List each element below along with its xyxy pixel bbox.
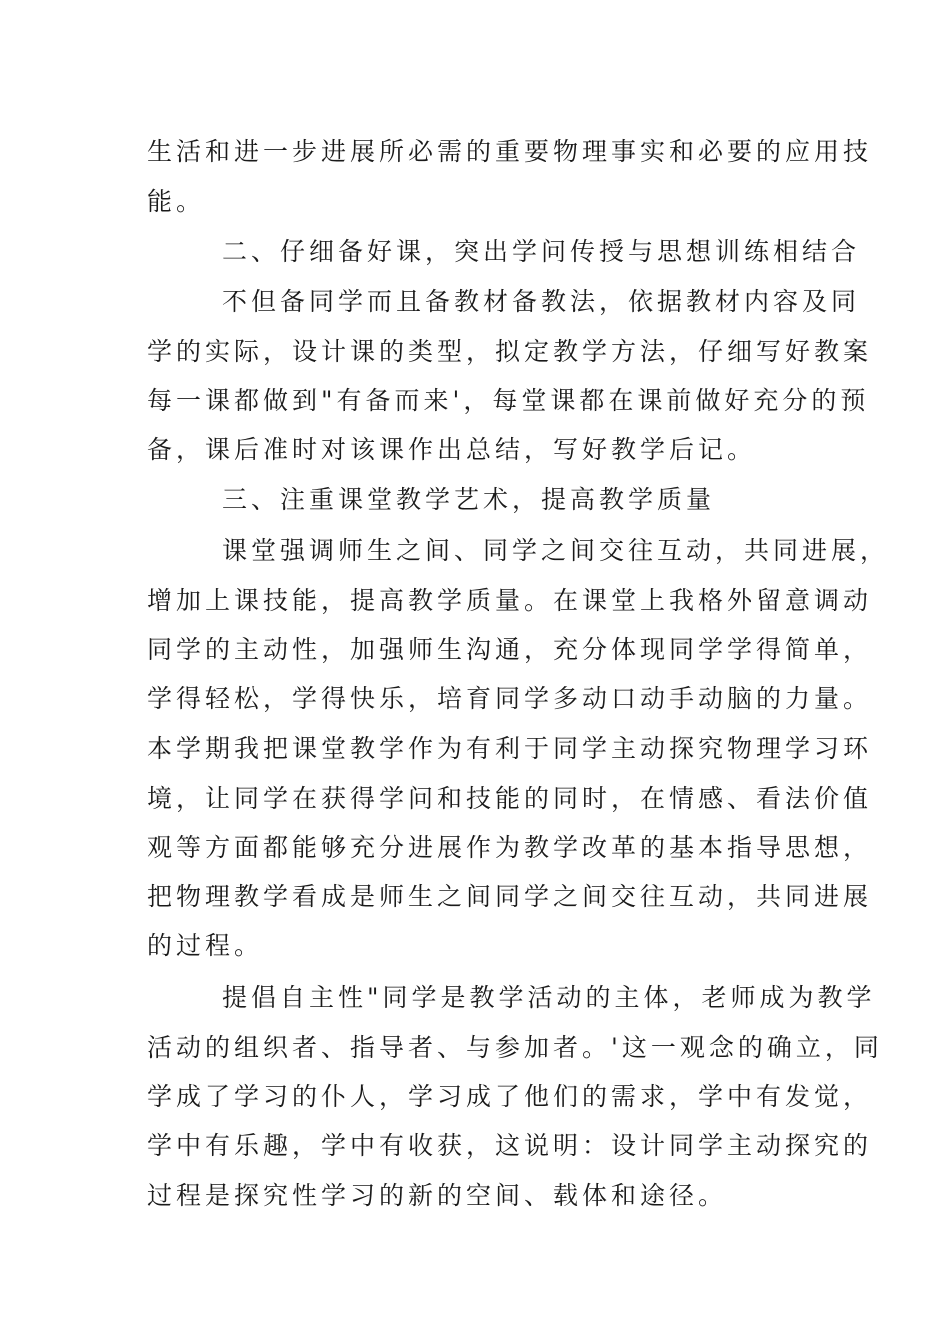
text-line: 境，让同学在获得学问和技能的同时，在情感、看法价值 [147, 784, 873, 813]
text-line: 备，课后准时对该课作出总结，写好教学后记。 [147, 435, 757, 464]
text-line: 能。 [147, 187, 206, 216]
text-line: 不但备同学而且备教材备教法，依据教材内容及同 [222, 287, 861, 316]
text-line: 学成了学习的仆人，学习成了他们的需求，学中有发觉， [147, 1082, 873, 1111]
text-line: 活动的组织者、指导者、与参加者。'这一观念的确立，同 [147, 1033, 883, 1062]
text-line: 学中有乐趣，学中有收获，这说明：设计同学主动探究的 [147, 1131, 873, 1160]
text-line: 本学期我把课堂教学作为有利于同学主动探究物理学习环 [147, 734, 873, 763]
text-line: 同学的主动性，加强师生沟通，充分体现同学学得简单， [147, 635, 873, 664]
text-line: 每一课都做到"有备而来'，每堂课都在课前做好充分的预 [147, 386, 870, 415]
section-heading: 二、仔细备好课，突出学问传授与思想训练相结合 [222, 237, 861, 266]
text-line: 学的实际，设计课的类型，拟定教学方法，仔细写好教案 [147, 337, 873, 366]
text-line: 学得轻松，学得快乐，培育同学多动口动手动脑的力量。 [147, 684, 873, 713]
text-line: 生活和进一步进展所必需的重要物理事实和必要的应用技 [147, 137, 873, 166]
section-heading: 三、注重课堂教学艺术，提高教学质量 [222, 485, 716, 514]
text-line: 的过程。 [147, 931, 264, 960]
text-line: 课堂强调师生之间、同学之间交往互动，共同进展， [222, 536, 890, 565]
text-line: 增加上课技能，提高教学质量。在课堂上我格外留意调动 [147, 586, 873, 615]
text-line: 把物理教学看成是师生之间同学之间交往互动，共同进展 [147, 882, 873, 911]
text-line: 观等方面都能够充分进展作为教学改革的基本指导思想， [147, 833, 873, 862]
text-line: 提倡自主性"同学是教学活动的主体，老师成为教学 [222, 983, 876, 1012]
text-line: 过程是探究性学习的新的空间、载体和途径。 [147, 1181, 728, 1210]
